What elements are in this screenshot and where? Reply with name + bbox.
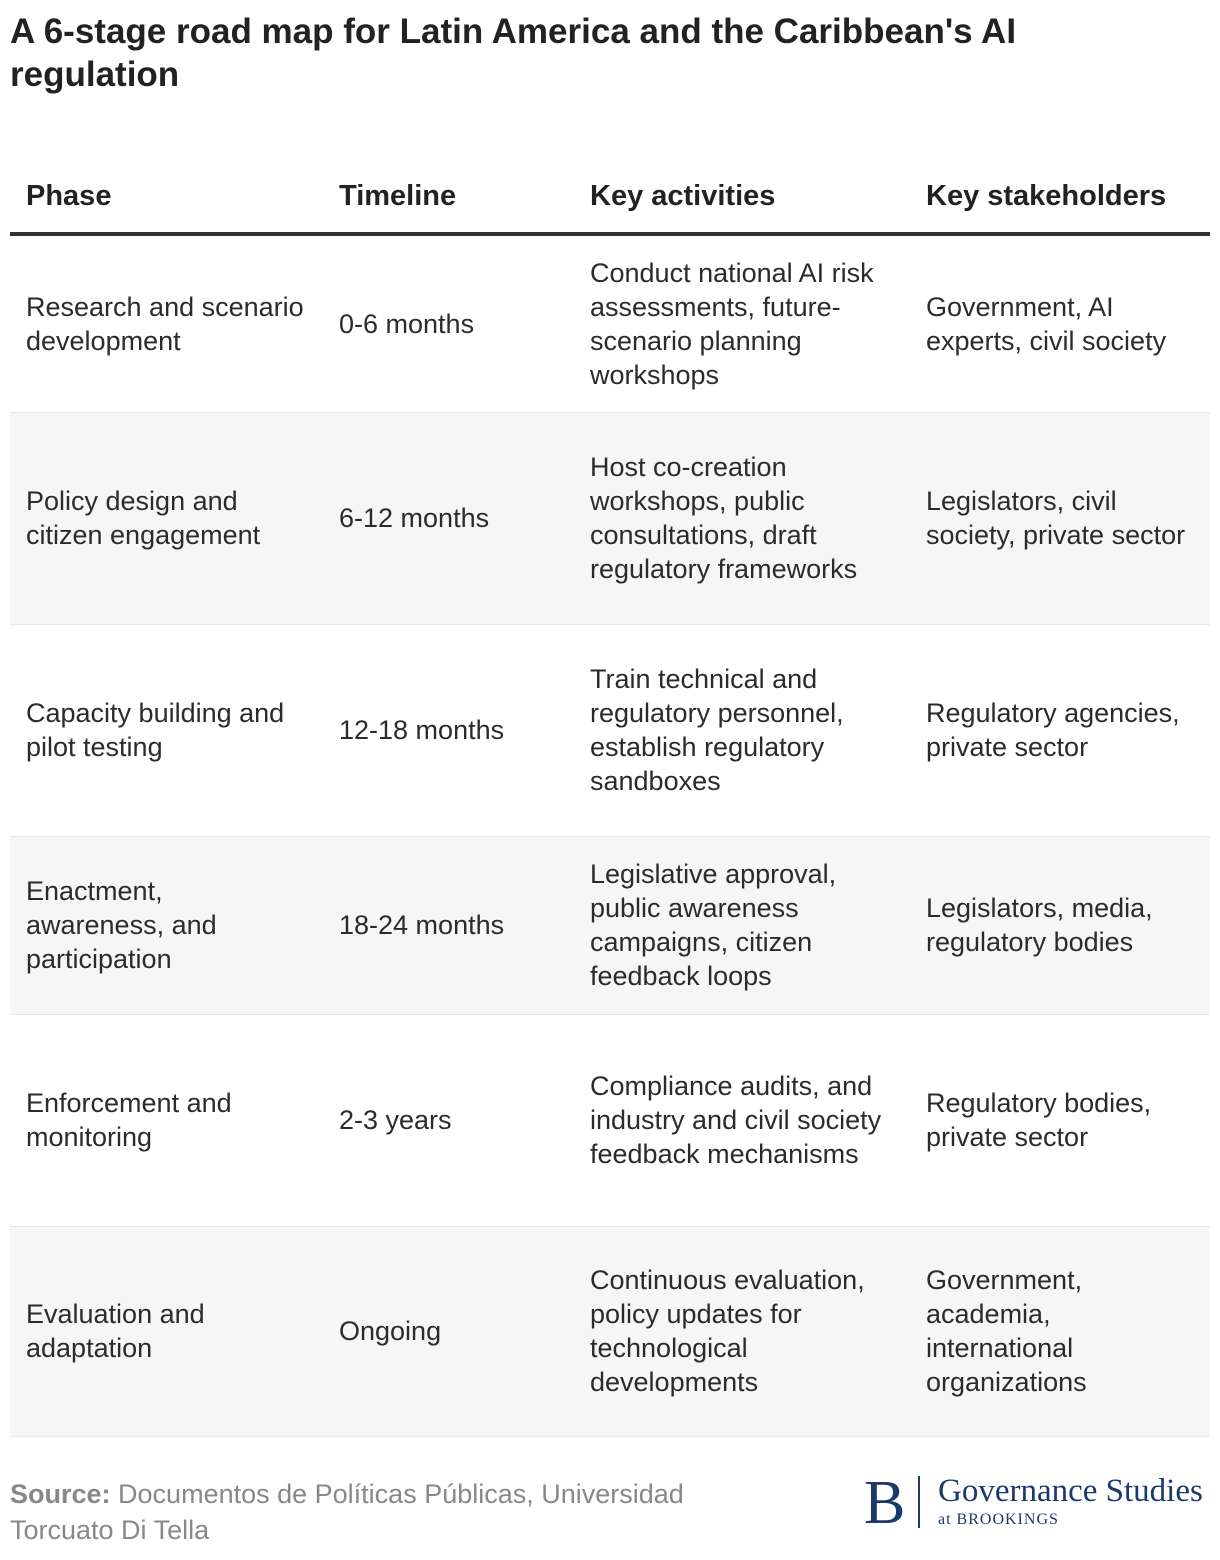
column-header-key-stakeholders: Key stakeholders [910, 160, 1210, 234]
table-row [10, 624, 1210, 836]
timeline-cell: 0-6 months [323, 234, 574, 412]
table-row [10, 1226, 1210, 1436]
activities-cell: Legislative approval, public awareness campaigns, citizen feedback loops [574, 836, 910, 1014]
phase-cell: Research and scenario development [10, 234, 323, 412]
activities-cell: Host co-creation workshops, public consultations, draft regulatory frameworks [574, 412, 910, 624]
activities-cell: Compliance audits, and industry and civil society feedback mechanisms [574, 1014, 910, 1226]
phase-cell: Evaluation and adaptation [10, 1226, 323, 1436]
activities-cell: Continuous evaluation, policy updates for technological developments [574, 1226, 910, 1436]
table-row [10, 1014, 1210, 1226]
timeline-cell: 2-3 years [323, 1014, 574, 1226]
table-row [10, 234, 1210, 412]
phase-cell: Enforcement and monitoring [10, 1014, 323, 1226]
stakeholders-cell: Government, academia, international organizations [910, 1226, 1210, 1436]
timeline-cell: 12-18 months [323, 624, 574, 836]
column-header-timeline: Timeline [323, 160, 574, 234]
activities-cell: Conduct national AI risk assessments, future-scenario planning workshops [574, 234, 910, 412]
phase-cell: Capacity building and pilot testing [10, 624, 323, 836]
source-text: Documentos de Políticas Públicas, Universidad Torcuato Di Tella [10, 1479, 684, 1545]
column-header-key-activities: Key activities [574, 160, 910, 234]
timeline-cell: Ongoing [323, 1226, 574, 1436]
phase-cell: Enactment, awareness, and participation [10, 836, 323, 1014]
source-note [10, 1476, 770, 1548]
timeline-cell: 6-12 months [323, 412, 574, 624]
brookings-governance-studies-logo [864, 1470, 1214, 1540]
stakeholders-cell: Legislators, media, regulatory bodies [910, 836, 1210, 1014]
table-header-row [10, 160, 1210, 234]
table-row [10, 412, 1210, 624]
logo-name: Governance Studies [938, 1473, 1203, 1509]
logo-divider [918, 1476, 920, 1528]
stakeholders-cell: Regulatory agencies, private sector [910, 624, 1210, 836]
page-title: A 6-stage road map for Latin America and the Caribbean's AI regulation [10, 12, 1017, 94]
source-label: Source: [10, 1479, 111, 1509]
activities-cell: Train technical and regulatory personnel, establish regulatory sandboxes [574, 624, 910, 836]
phase-cell: Policy design and citizen engagement [10, 412, 323, 624]
brookings-b-mark: B [864, 1469, 906, 1537]
logo-tagline: at BROOKINGS [938, 1511, 1059, 1528]
stakeholders-cell: Government, AI experts, civil society [910, 234, 1210, 412]
column-header-phase: Phase [10, 160, 323, 234]
roadmap-table [10, 160, 1210, 1437]
stakeholders-cell: Legislators, civil society, private sector [910, 412, 1210, 624]
timeline-cell: 18-24 months [323, 836, 574, 1014]
table-row [10, 836, 1210, 1014]
stakeholders-cell: Regulatory bodies, private sector [910, 1014, 1210, 1226]
